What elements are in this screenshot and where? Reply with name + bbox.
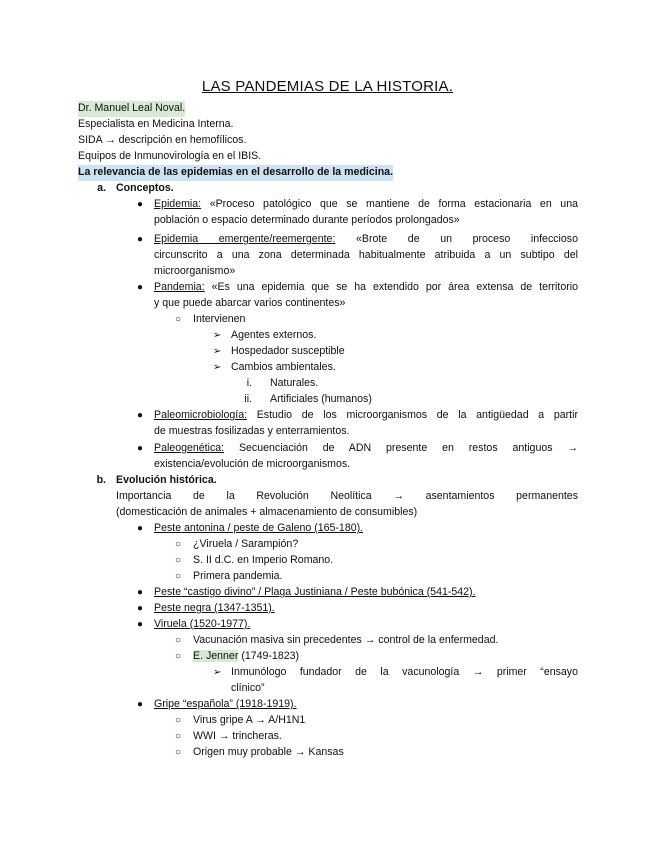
definition-line — [154, 408, 578, 424]
definition-line — [154, 441, 578, 457]
list-item: Vacunación masiva sin precedentes → control de la enfermedad. — [193, 634, 499, 646]
list-item: Inmunólogo fundador de la vacunología → primer “ensayo — [231, 666, 578, 678]
bullet-disc-icon: ● — [137, 603, 144, 614]
section-heading: La relevancia de las epidemias en el desarrollo de la medicina. — [78, 165, 393, 181]
list-item: Intervienen — [193, 313, 246, 325]
definition-text: «Brote de un proceso infeccioso — [355, 233, 578, 245]
bullet-arrow-icon: ➢ — [213, 362, 222, 373]
info-line: Especialista en Medicina Interna. — [78, 118, 234, 130]
list-item: Hospedador susceptible — [231, 345, 345, 357]
pandemic-title: Gripe “española” (1918-1919). — [154, 698, 297, 710]
definition-line: existencia/evolución de microorganismos. — [154, 458, 351, 470]
bullet-disc-icon: ● — [137, 587, 144, 598]
section-marker: b. — [96, 474, 106, 486]
bullet-circle-icon: ○ — [175, 571, 182, 582]
info-line: Equipos de Inmunovirología en el IBIS. — [78, 150, 262, 162]
bullet-disc-icon: ● — [137, 619, 144, 630]
definition-line — [154, 232, 578, 248]
section-title: Evolución histórica. — [116, 474, 217, 486]
definition-line — [154, 197, 578, 213]
dates: (1749-1823) — [241, 650, 300, 662]
term: Epidemia: — [154, 198, 202, 210]
bullet-disc-icon: ● — [137, 234, 144, 245]
list-item: Naturales. — [270, 377, 319, 389]
bullet-disc-icon: ● — [137, 410, 144, 421]
term: Pandemia: — [154, 281, 205, 293]
definition-line: población o espacio determinado durante períodos prolongados» — [154, 214, 460, 226]
bullet-disc-icon: ● — [137, 523, 144, 534]
pandemic-title: Peste antonina / peste de Galeno (165-180). — [154, 522, 364, 534]
bullet-circle-icon: ○ — [175, 651, 182, 662]
page-title: LAS PANDEMIAS DE LA HISTORIA. — [201, 78, 454, 95]
term: Paleogenética: — [154, 442, 225, 454]
roman-marker: i. — [246, 377, 252, 389]
term: Epidemia emergente/reemergente: — [154, 233, 336, 245]
definition-line: y que puede abarcar varios continentes» — [154, 297, 346, 309]
list-item: Virus gripe A → A/H1N1 — [193, 714, 306, 726]
intro-line: Importancia de la Revolución Neolítica → asentamientos permanentes — [116, 490, 578, 502]
section-marker: a. — [97, 182, 106, 194]
list-item: ¿Viruela / Sarampión? — [193, 538, 299, 550]
list-item: S. II d.C. en Imperio Romano. — [193, 554, 334, 566]
bullet-circle-icon: ○ — [175, 731, 182, 742]
bullet-disc-icon: ● — [137, 699, 144, 710]
highlighted-name: E. Jenner — [193, 650, 239, 662]
author: Dr. Manuel Leal Noval. — [78, 101, 185, 117]
bullet-circle-icon: ○ — [175, 314, 182, 325]
bullet-circle-icon: ○ — [175, 539, 182, 550]
pandemic-title: Viruela (1520-1977). — [154, 618, 251, 630]
bullet-disc-icon: ● — [137, 282, 144, 293]
info-line: SIDA → descripción en hemofílicos. — [78, 134, 247, 146]
definition-text: «Es una epidemia que se ha extendido por área extensa de territorio — [211, 281, 578, 293]
list-item: clínico” — [231, 682, 265, 694]
bullet-arrow-icon: ➢ — [213, 667, 222, 678]
bullet-disc-icon: ● — [137, 443, 144, 454]
bullet-circle-icon: ○ — [175, 715, 182, 726]
list-item — [193, 649, 299, 665]
bullet-disc-icon: ● — [137, 199, 144, 210]
definition-line: circunscrito a una zona determinada habitualmente atribuida a un subtipo del — [154, 249, 578, 261]
list-item: Origen muy probable → Kansas — [193, 746, 344, 758]
pandemic-title: Peste “castigo divino” / Plaga Justiniana / Peste bubónica (541-542). — [154, 586, 476, 598]
definition-line: microorganismo» — [154, 265, 236, 277]
definition-text: «Proceso patológico que se mantiene de forma estacionaria en una — [209, 198, 578, 210]
definition-line — [154, 280, 578, 296]
bullet-circle-icon: ○ — [175, 747, 182, 758]
list-item: Primera pandemia. — [193, 570, 283, 582]
section-title: Conceptos. — [116, 182, 174, 194]
definition-text: Secuenciación de ADN presente en restos antiguos → — [238, 442, 578, 454]
intro-line: (domesticación de animales + almacenamiento de consumibles) — [116, 506, 418, 518]
definition-text: Estudio de los microorganismos de la antigüedad a partir — [256, 409, 578, 421]
list-item: Agentes externos. — [231, 329, 317, 341]
bullet-circle-icon: ○ — [175, 555, 182, 566]
list-item: Artificiales (humanos) — [270, 393, 372, 405]
list-item: Cambios ambientales. — [231, 361, 336, 373]
list-item: WWI → trincheras. — [193, 730, 282, 742]
pandemic-title: Peste negra (1347-1351). — [154, 602, 275, 614]
roman-marker: ii. — [244, 393, 252, 405]
bullet-arrow-icon: ➢ — [213, 330, 222, 341]
term: Paleomicrobiología: — [154, 409, 248, 421]
definition-line: de muestras fosilizadas y enterramientos. — [154, 425, 350, 437]
bullet-arrow-icon: ➢ — [213, 346, 222, 357]
bullet-circle-icon: ○ — [175, 635, 182, 646]
